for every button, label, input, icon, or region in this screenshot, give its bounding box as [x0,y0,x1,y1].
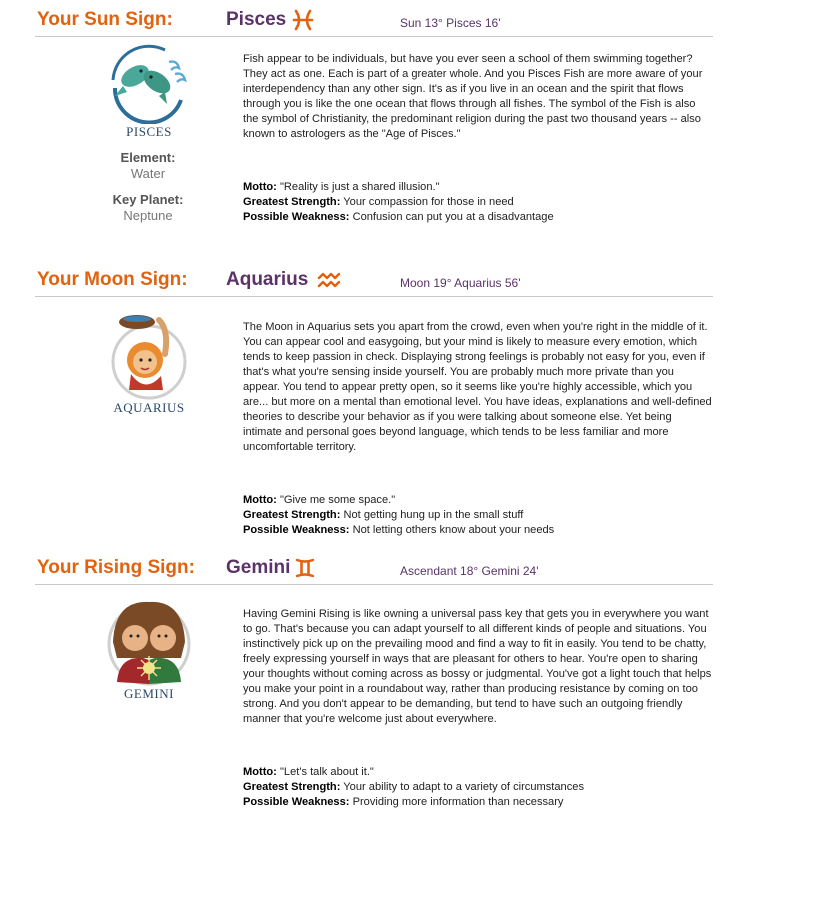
sun-facts [243,180,713,225]
gemini-glyph-icon [293,556,317,580]
gemini-caption: GEMINI [124,686,174,701]
moon-strength: Not getting hung up in the small stuff [343,509,524,521]
aquarius-glyph-icon [317,268,341,292]
sun-motto: "Reality is just a shared illusion." [279,181,440,193]
rising-strength: Your ability to adapt to a variety of circumstances [343,781,584,793]
rising-description: Having Gemini Rising is like owning a universal pass key that gets you in everywhere you want to go. That's because you can adapt yourself to all different kinds of people and situations. You instinctively pick up on the prevailing mood and find a way to fit in easily. You tend to be chatty, freely expressing yourself in ways that are pleasant for others to hear. You're open to sharing your thoughts without coming across as bossy or judgmental. You've got a light touch that helps you make your point in a roundabout way, rather than producing resistance by coming on too strong. And you don't appear to be demanding, but tend to have such an outgoing friendly manner that you're welcome just about everywhere. [243,608,712,725]
element-label: Element: [120,150,176,165]
sun-description: Fish appear to be individuals, but have you ever seen a school of them swimming together? They act as one. Each is part of a greater whole. And you Pisces Fish are more aware of your interdependency than any other sign. It's as if you live in an ocean and the spirit that flows through you is like the one ocean that flows through all fishes. The symbol of the Fish is also the symbol of Christianity, the predominant religion during the past two thousand years -- also known to astrologers as the "Age of Pisces." [243,53,703,140]
strength-label: Greatest Strength: [243,781,341,793]
rising-position: Ascendant 18° Gemini 24' [400,564,539,578]
water-bearer-icon [103,310,195,400]
weakness-label: Possible Weakness: [243,211,350,223]
moon-facts [243,493,713,538]
gemini-logo [103,598,195,708]
pisces-caption: PISCES [126,124,172,139]
sun-position: Sun 13° Pisces 16' [400,16,501,30]
moon-sign-section [0,260,820,540]
sun-strength: Your compassion for those in need [343,196,514,208]
weakness-label: Possible Weakness: [243,796,350,808]
moon-weakness: Not letting others know about your needs [352,524,555,536]
aquarius-logo [103,310,195,420]
sun-sign-label: Your Sun Sign: [37,9,173,30]
rising-sign-name: Gemini [226,557,291,578]
moon-sign-label: Your Moon Sign: [37,269,188,290]
twins-icon [103,598,195,686]
pisces-fish-icon [103,44,195,124]
sun-sign-section [0,0,820,250]
rising-facts [243,765,713,810]
aquarius-caption: AQUARIUS [113,400,185,415]
sun-sign-header [35,0,713,37]
pisces-logo [103,44,195,144]
moon-sign-header [35,260,713,297]
key-planet-label: Key Planet: [112,192,184,207]
moon-motto: "Give me some space." [279,494,396,506]
key-planet-value: Neptune [123,208,173,223]
motto-label: Motto: [243,181,277,193]
motto-label: Motto: [243,494,277,506]
sun-sign-name: Pisces [226,9,287,30]
rising-sign-header [35,548,713,585]
pisces-glyph-icon [291,8,315,32]
moon-sign-name: Aquarius [226,269,309,290]
moon-description: The Moon in Aquarius sets you apart from the crowd, even when you're right in the middle of it. You can appear cool and easygoing, but your mind is likely to measure every emotion, which tends to keep passion in check. Displaying strong feelings is probably not easy for you, even if that's what you're sensing inside yourself. You are probably much more private than you appear. You tend to appear pretty open, so it seems like you're highly accessible, which you are... but more on a mental than emotional level. You have ideas, explanations and well-defined theories to describe your behavior as if you were talking about someone else. Yet being intimate and personal goes beyond language, which tends to be less familiar and more uncomfortable territory. [243,321,712,453]
element-value: Water [130,166,166,181]
rising-sign-label: Your Rising Sign: [37,557,195,578]
sun-weakness: Confusion can put you at a disadvantage [352,211,554,223]
strength-label: Greatest Strength: [243,196,341,208]
rising-motto: "Let's talk about it." [279,766,374,778]
moon-position: Moon 19° Aquarius 56' [400,276,521,290]
weakness-label: Possible Weakness: [243,524,350,536]
strength-label: Greatest Strength: [243,509,341,521]
motto-label: Motto: [243,766,277,778]
rising-weakness: Providing more information than necessary [352,796,564,808]
rising-sign-section [0,548,820,818]
